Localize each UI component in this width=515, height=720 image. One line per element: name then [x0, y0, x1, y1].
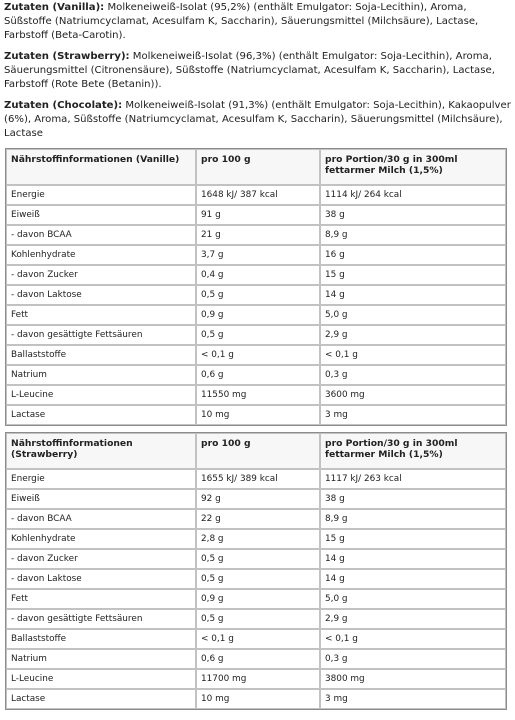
table-cell: Lactase	[6, 689, 196, 709]
table-cell: 0,5 g	[196, 569, 320, 589]
table-cell: - davon BCAA	[6, 509, 196, 529]
column-header: Nährstoffinformationen (Strawberry)	[6, 433, 196, 469]
table-cell: 0,3 g	[320, 649, 506, 669]
table-cell: - davon Laktose	[6, 285, 196, 305]
table-cell: 21 g	[196, 225, 320, 245]
table-cell: < 0,1 g	[196, 345, 320, 365]
table-cell: Natrium	[6, 365, 196, 385]
nutrition-table-vanilla	[5, 148, 507, 426]
table-row	[6, 345, 506, 365]
table-cell: 38 g	[320, 205, 506, 225]
table-row	[6, 589, 506, 609]
table-cell: 0,6 g	[196, 365, 320, 385]
table-cell: Kohlenhydrate	[6, 529, 196, 549]
table-cell: - davon gesättigte Fettsäuren	[6, 609, 196, 629]
table-cell: Energie	[6, 185, 196, 205]
table-cell: 91 g	[196, 205, 320, 225]
table-cell: 10 mg	[196, 405, 320, 425]
table-row	[6, 405, 506, 425]
column-header: Nährstoffinformationen (Vanille)	[6, 149, 196, 185]
table-cell: 0,6 g	[196, 649, 320, 669]
table-row	[6, 649, 506, 669]
table-cell: 0,4 g	[196, 265, 320, 285]
nutrition-table-strawberry	[5, 432, 507, 710]
table-cell: 10 mg	[196, 689, 320, 709]
table-row	[6, 285, 506, 305]
table-cell: 22 g	[196, 509, 320, 529]
table-cell: 1655 kJ/ 389 kcal	[196, 469, 320, 489]
table-row	[6, 245, 506, 265]
table-row	[6, 489, 506, 509]
ingredients-label: Zutaten (Chocolate):	[4, 100, 123, 111]
table-cell: - davon BCAA	[6, 225, 196, 245]
table-cell: 8,9 g	[320, 225, 506, 245]
column-header: pro Portion/30 g in 300ml fettarmer Milch (1,5%)	[320, 149, 506, 185]
table-row	[6, 609, 506, 629]
ingredients-label: Zutaten (Strawberry):	[4, 51, 130, 62]
table-row	[6, 385, 506, 405]
table-cell: 0,9 g	[196, 589, 320, 609]
table-row	[6, 529, 506, 549]
table-cell: 1114 kJ/ 264 kcal	[320, 185, 506, 205]
table-cell: Kohlenhydrate	[6, 245, 196, 265]
table-header-row	[6, 433, 506, 469]
table-cell: 3 mg	[320, 405, 506, 425]
table-cell: 92 g	[196, 489, 320, 509]
table-cell: - davon gesättigte Fettsäuren	[6, 325, 196, 345]
ingredients-text: Molkeneiweiß-Isolat (91,3%) (enthält Emulgator: Soja-Lecithin), Kakaopulver (6%), Aroma, Süßstoffe (Natriumcyclamat, Acesulfam K, Saccharin), Säuerungsmittel (Milchsäure), Lactase	[4, 100, 511, 139]
table-cell: 3800 mg	[320, 669, 506, 689]
table-cell: - davon Zucker	[6, 549, 196, 569]
table-cell: 2,9 g	[320, 609, 506, 629]
table-row	[6, 689, 506, 709]
ingredients-text: Molkeneiweiß-Isolat (95,2%) (enthält Emulgator: Soja-Lecithin), Aroma, Süßstoffe (Natriumcyclamat, Acesulfam K, Saccharin), Säuerungsmittel (Milchsäure), Lactase, Farbstoff (Beta-Carotin).	[4, 2, 479, 41]
table-cell: 15 g	[320, 265, 506, 285]
table-row	[6, 265, 506, 285]
table-cell: 1117 kJ/ 263 kcal	[320, 469, 506, 489]
table-cell: 5,0 g	[320, 305, 506, 325]
column-header: pro Portion/30 g in 300ml fettarmer Milch (1,5%)	[320, 433, 506, 469]
table-cell: 0,5 g	[196, 285, 320, 305]
table-cell: 0,5 g	[196, 609, 320, 629]
ingredients-chocolate	[4, 99, 511, 141]
table-cell: Lactase	[6, 405, 196, 425]
table-cell: 0,9 g	[196, 305, 320, 325]
table-cell: 2,8 g	[196, 529, 320, 549]
table-row	[6, 509, 506, 529]
table-cell: 11550 mg	[196, 385, 320, 405]
table-cell: 11700 mg	[196, 669, 320, 689]
column-header: pro 100 g	[196, 149, 320, 185]
table-row	[6, 629, 506, 649]
table-cell: 5,0 g	[320, 589, 506, 609]
table-cell: Ballaststoffe	[6, 629, 196, 649]
table-cell: 14 g	[320, 285, 506, 305]
table-cell: < 0,1 g	[320, 629, 506, 649]
table-cell: Fett	[6, 305, 196, 325]
table-cell: 3 mg	[320, 689, 506, 709]
ingredients-text: Molkeneiweiß-Isolat (96,3%) (enthält Emulgator: Soja-Lecithin), Aroma, Säuerungsmittel (Citronensäure), Süßstoffe (Natriumcyclamat, Acesulfam K, Saccharin), Lactase, Farbstoff (Rote Bete (Betanin)).	[4, 51, 495, 90]
table-cell: - davon Laktose	[6, 569, 196, 589]
table-cell: 38 g	[320, 489, 506, 509]
table-row	[6, 365, 506, 385]
table-row	[6, 325, 506, 345]
table-cell: - davon Zucker	[6, 265, 196, 285]
table-cell: 15 g	[320, 529, 506, 549]
table-cell: L-Leucine	[6, 669, 196, 689]
table-cell: 1648 kJ/ 387 kcal	[196, 185, 320, 205]
table-cell: L-Leucine	[6, 385, 196, 405]
ingredients-strawberry	[4, 50, 511, 92]
column-header: pro 100 g	[196, 433, 320, 469]
table-row	[6, 305, 506, 325]
ingredients-label: Zutaten (Vanilla):	[4, 2, 105, 13]
table-row	[6, 225, 506, 245]
table-cell: 8,9 g	[320, 509, 506, 529]
table-row	[6, 669, 506, 689]
table-row	[6, 469, 506, 489]
table-cell: Ballaststoffe	[6, 345, 196, 365]
table-cell: 14 g	[320, 569, 506, 589]
table-cell: Eiweiß	[6, 489, 196, 509]
table-cell: 0,3 g	[320, 365, 506, 385]
nutrition-table-body	[6, 433, 506, 709]
table-row	[6, 569, 506, 589]
table-cell: 16 g	[320, 245, 506, 265]
table-row	[6, 549, 506, 569]
table-cell: 3600 mg	[320, 385, 506, 405]
ingredients-vanilla	[4, 1, 511, 43]
table-cell: 3,7 g	[196, 245, 320, 265]
table-cell: 0,5 g	[196, 325, 320, 345]
table-cell: 0,5 g	[196, 549, 320, 569]
table-header-row	[6, 149, 506, 185]
table-cell: Energie	[6, 469, 196, 489]
table-row	[6, 185, 506, 205]
table-cell: Natrium	[6, 649, 196, 669]
table-cell: < 0,1 g	[320, 345, 506, 365]
table-cell: 14 g	[320, 549, 506, 569]
table-cell: Eiweiß	[6, 205, 196, 225]
table-cell: < 0,1 g	[196, 629, 320, 649]
table-cell: 2,9 g	[320, 325, 506, 345]
table-row	[6, 205, 506, 225]
table-cell: Fett	[6, 589, 196, 609]
nutrition-table-body	[6, 149, 506, 425]
